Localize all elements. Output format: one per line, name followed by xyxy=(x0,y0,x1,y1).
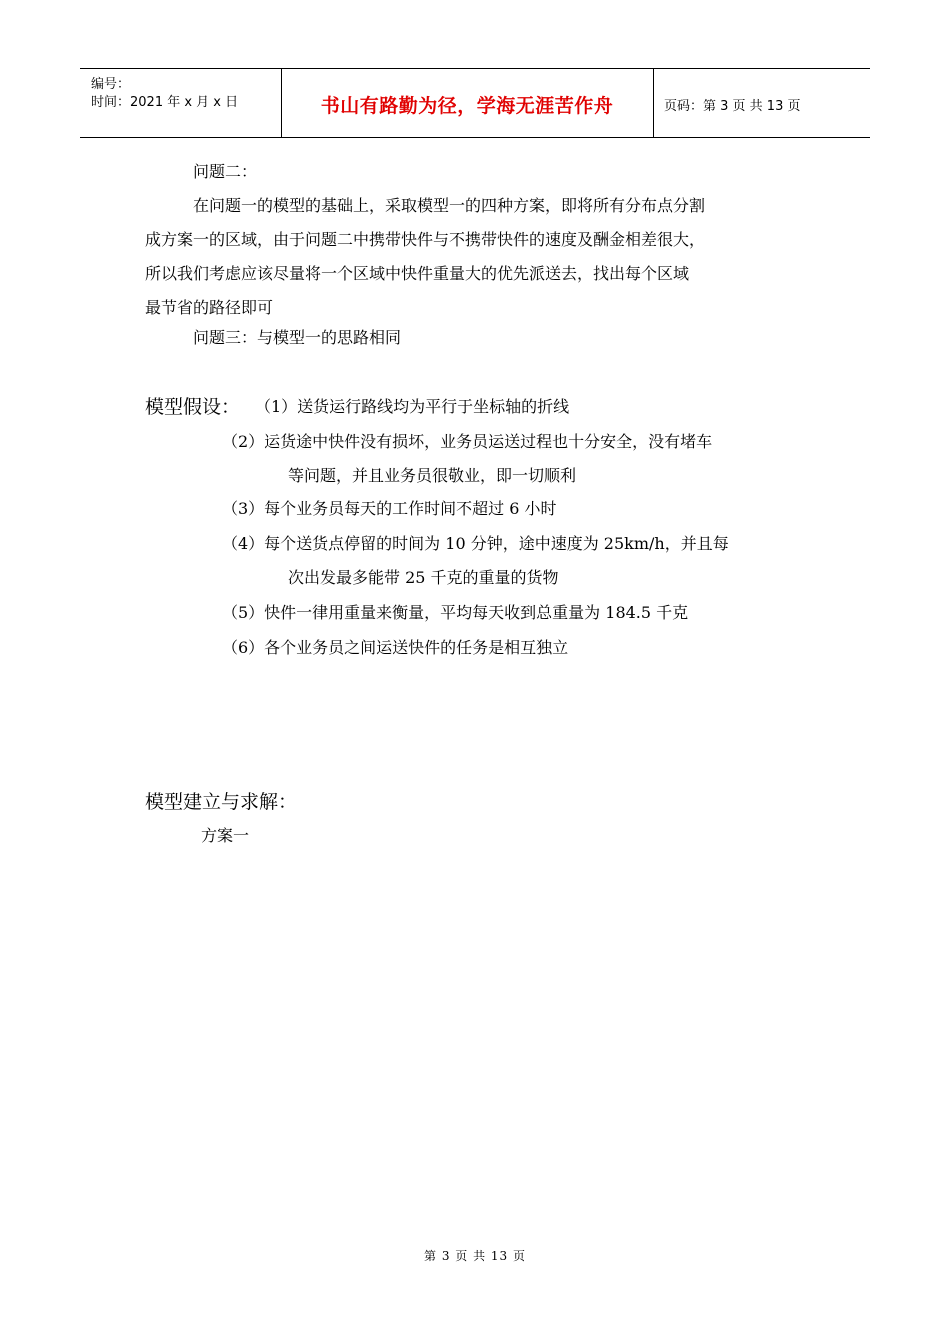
problem3-text: 问题三：与模型一的思路相同 xyxy=(193,328,402,347)
page-number-label: 页码：第 3 页 共 13 页 xyxy=(664,99,801,114)
assumption-2-line-2: 等问题，并且业务员很敬业，即一切顺利 xyxy=(288,466,577,485)
header-meta-cell xyxy=(80,69,282,137)
assumption-2-line-1: （2）运货途中快件没有损坏，业务员运送过程也十分安全，没有堵车 xyxy=(222,432,713,451)
assumption-5: （5）快件一律用重量来衡量，平均每天收到总重量为 184.5 千克 xyxy=(222,603,689,622)
problem2-line-3: 所以我们考虑应该尽量将一个区域中快件重量大的优先派送去，找出每个区域 xyxy=(145,264,690,283)
assumption-3: （3）每个业务员每天的工作时间不超过 6 小时 xyxy=(222,499,557,518)
motto: 书山有路勤为径，学海无涯苦作舟 xyxy=(320,95,614,117)
assumption-6: （6）各个业务员之间运送快件的任务是相互独立 xyxy=(222,638,569,657)
plan-1-label: 方案一 xyxy=(201,826,250,845)
assumptions-heading: 模型假设： xyxy=(145,396,241,418)
model-heading: 模型建立与求解： xyxy=(145,791,298,813)
assumption-1: （1）送货运行路线均为平行于坐标轴的折线 xyxy=(255,397,570,416)
header-page-cell xyxy=(654,69,870,137)
number-label: 编号： xyxy=(91,77,131,92)
problem2-title: 问题二： xyxy=(193,162,258,181)
header-motto-cell xyxy=(281,69,654,137)
date-label: 时间：2021 年 x 月 x 日 xyxy=(91,95,239,110)
page-footer: 第 3 页 共 13 页 xyxy=(424,1249,526,1263)
assumption-4-line-2: 次出发最多能带 25 千克的重量的货物 xyxy=(288,568,559,587)
assumption-4-line-1: （4）每个送货点停留的时间为 10 分钟，途中速度为 25km/h，并且每 xyxy=(222,534,729,553)
problem2-line-2: 成方案一的区域，由于问题二中携带快件与不携带快件的速度及酬金相差很大， xyxy=(145,230,706,249)
problem2-line-4: 最节省的路径即可 xyxy=(145,298,274,317)
problem2-line-1: 在问题一的模型的基础上，采取模型一的四种方案，即将所有分布点分割 xyxy=(193,196,706,215)
page-header xyxy=(80,68,870,138)
